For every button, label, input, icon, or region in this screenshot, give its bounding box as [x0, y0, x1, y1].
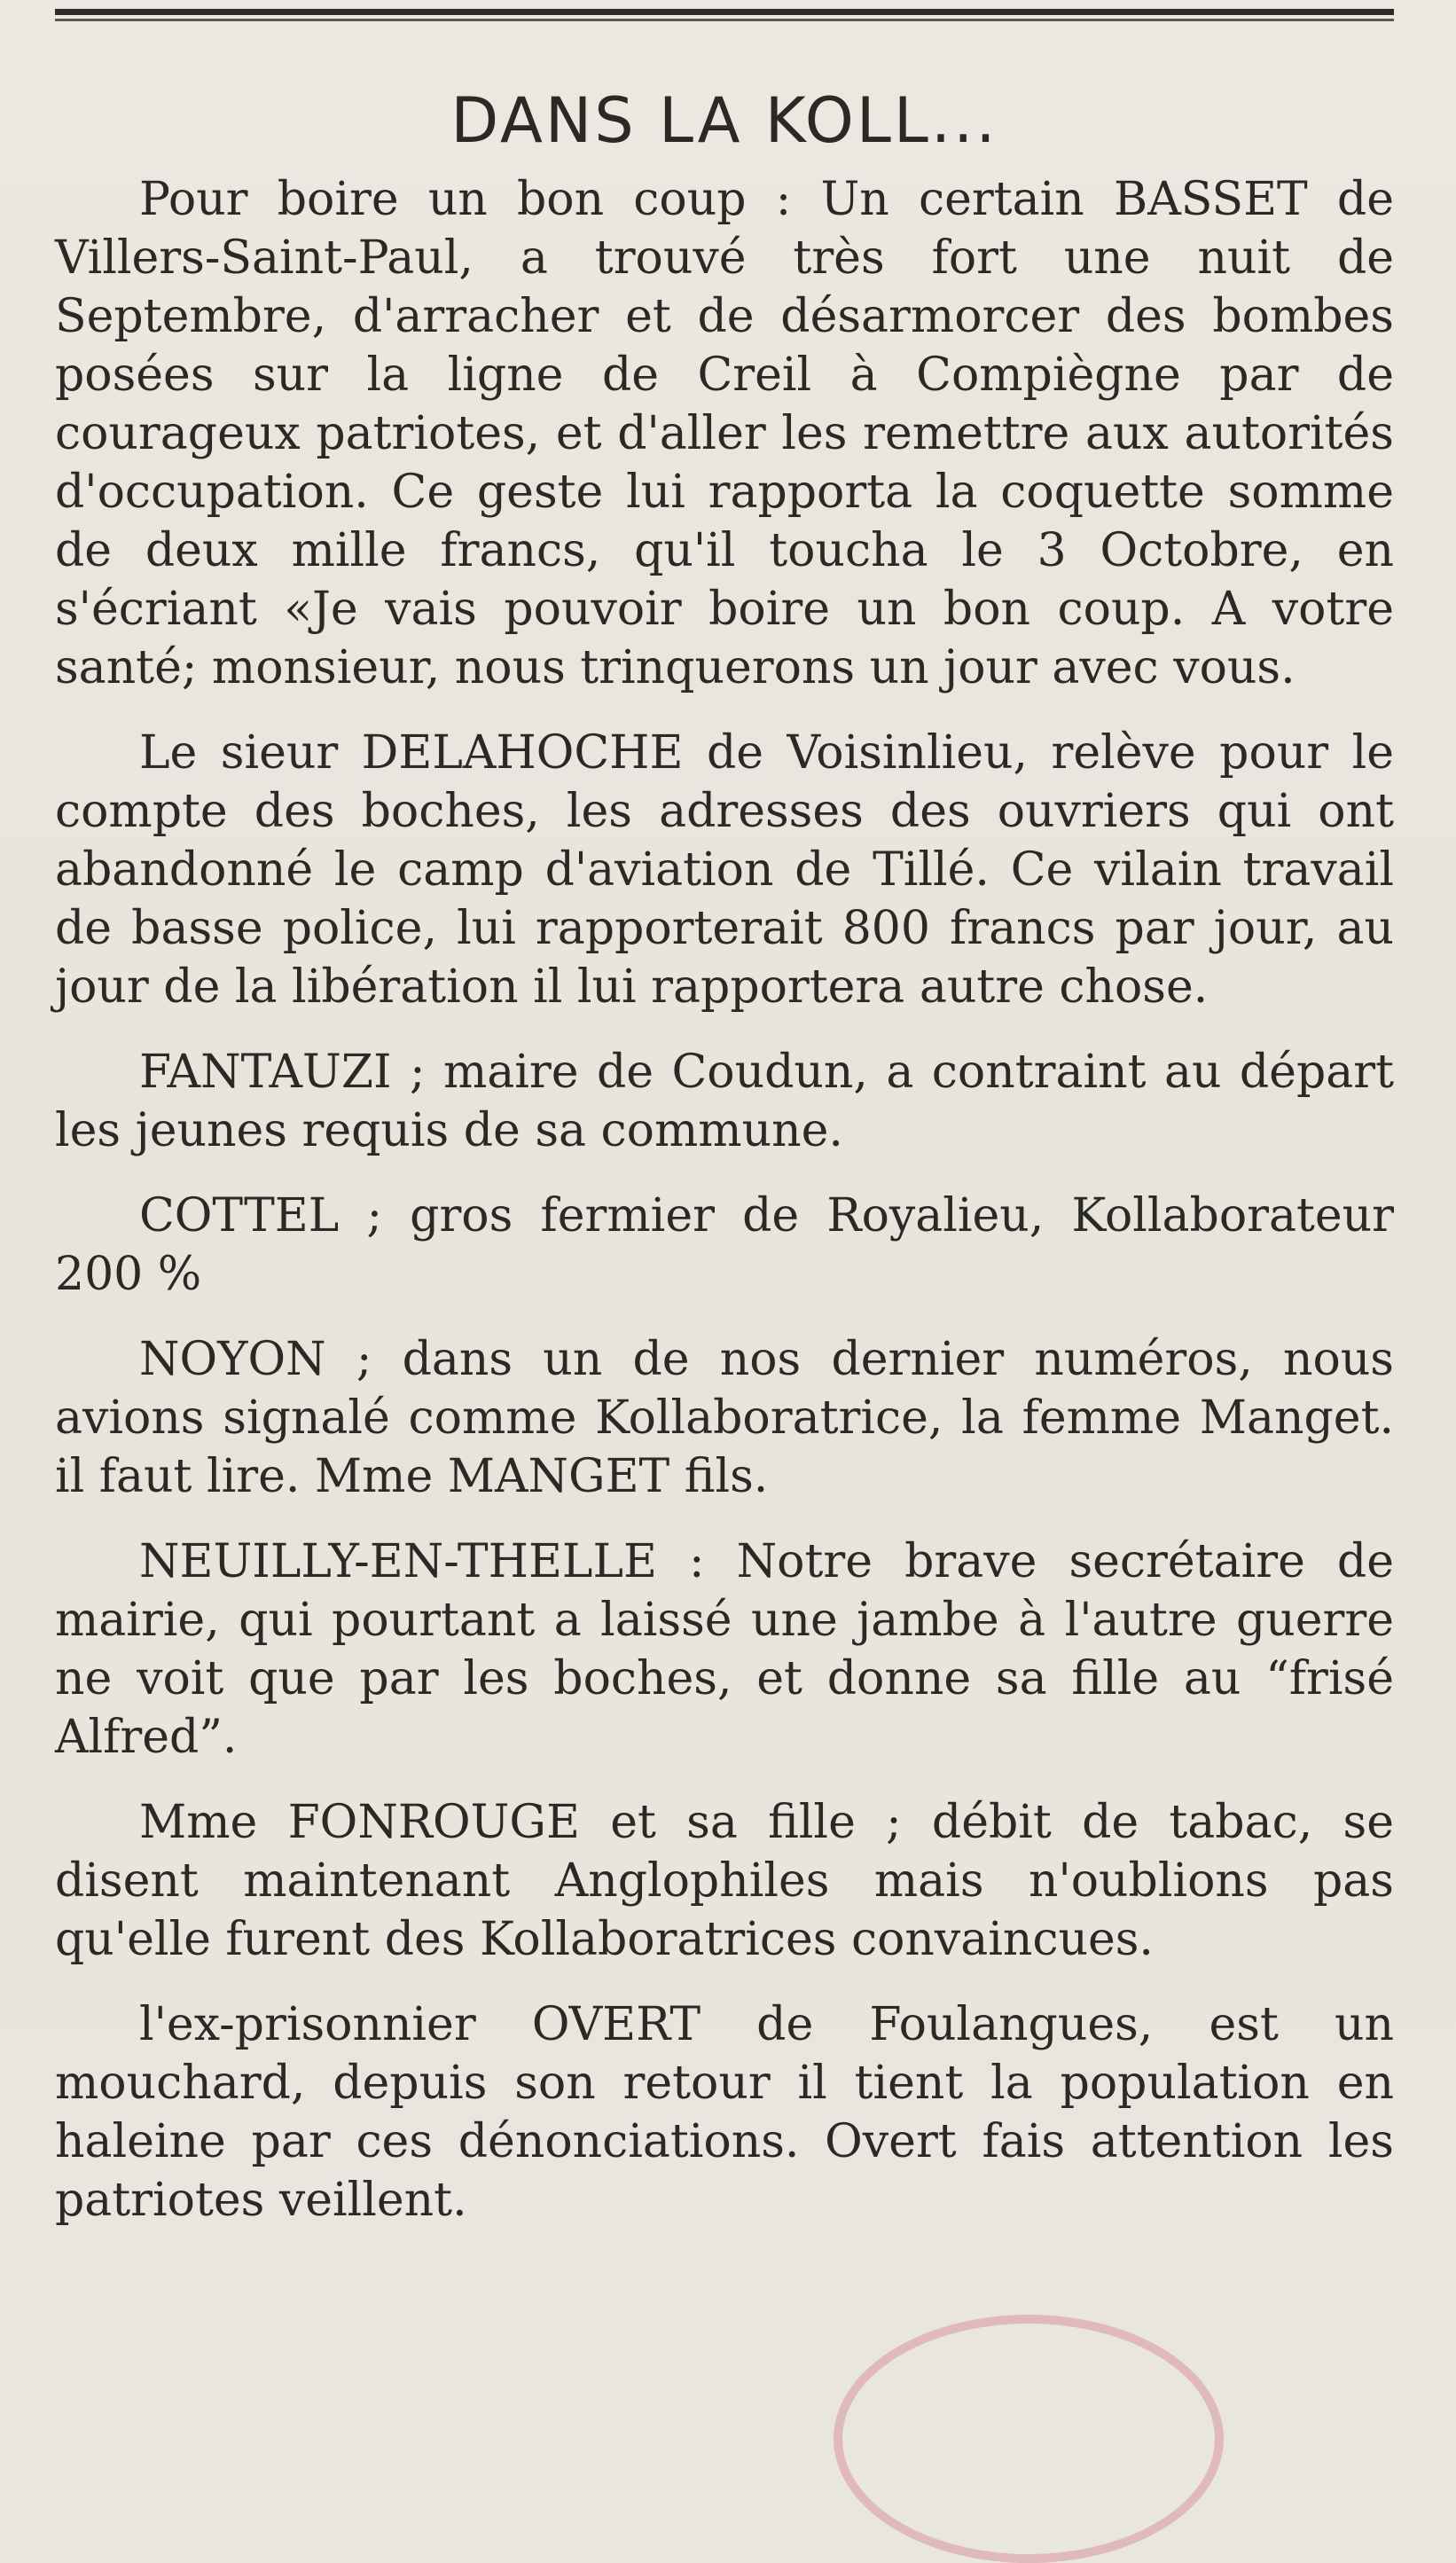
article-title: DANS LA KOLL... — [450, 84, 998, 157]
paragraph-fonrouge: Mme FONROUGE et sa fille ; débit de tabac, se disent maintenant Anglophiles mais n'oublions pas qu'elle furent des Kollaboratrices convaincues. — [55, 1796, 1394, 1966]
paragraph-cottel: COTTEL ; gros fermier de Royalieu, Kollaborateur 200 % — [55, 1189, 1394, 1301]
paragraph-neuilly: NEUILLY-EN-THELLE : Notre brave secrétaire de mairie, qui pourtant a laissé une jambe à l'autre guerre ne voit que par les boches, et donne sa fille au “frisé Alfred”. — [55, 1535, 1394, 1764]
top-rule — [55, 9, 1394, 15]
top-rule-thin — [55, 19, 1394, 21]
paragraph-overt: l'ex-prisonnier OVERT de Foulangues, est un mouchard, depuis son retour il tient la population en haleine par ces dénonciations. Overt fais attention les patriotes veillent. — [55, 1998, 1394, 2227]
paragraph-noyon: NOYON ; dans un de nos dernier numéros, nous avions signalé comme Kollaboratrice, la femme Manget. il faut lire. Mme MANGET fils. — [55, 1333, 1394, 1503]
ink-stamp — [834, 2315, 1224, 2563]
paragraph-basset: Pour boire un bon coup : Un certain BASSET de Villers-Saint-Paul, a trouvé très fort une nuit de Septembre, d'arracher et de désarmorcer des bombes posées sur la ligne de Creil à Compiègne par de courageux patriotes, et d'aller les remettre aux autorités d'occupation. Ce geste lui rapporta la coquette somme de deux mille francs, qu'il toucha le 3 Octobre, en s'écriant «Je vais pouvoir boire un bon coup. A votre santé; monsieur, nous trinquerons un jour avec vous. — [55, 173, 1394, 694]
article — [55, 71, 1394, 2256]
paragraph-fantauzi: FANTAUZI ; maire de Coudun, a contraint au départ les jeunes requis de sa commune. — [55, 1046, 1394, 1157]
paragraph-delahoche: Le sieur DELAHOCHE de Voisinlieu, relève pour le compte des boches, les adresses des ouvriers qui ont abandonné le camp d'aviation de Tillé. Ce vilain travail de basse police, lui rapporterait 800 francs par jour, au jour de la libération il lui rapportera autre chose. — [55, 726, 1394, 1014]
